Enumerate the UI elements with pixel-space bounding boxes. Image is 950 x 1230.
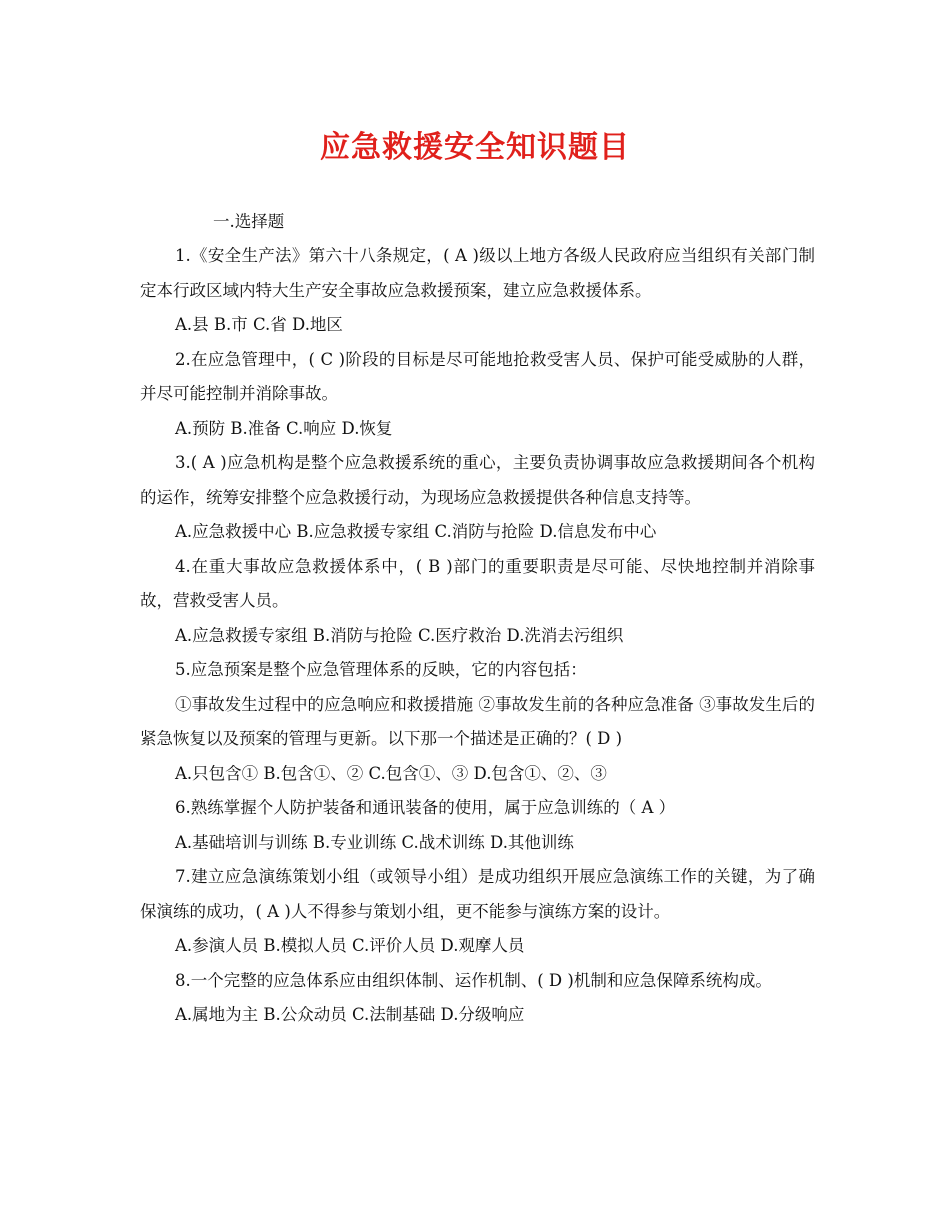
question-2-text: 2.在应急管理中，( C )阶段的目标是尽可能地抢救受害人员、保护可能受威胁的人群，并尽可能控制并消除事故。: [140, 349, 815, 403]
document-body: [140, 205, 815, 1033]
question-7-options: A.参演人员 B.模拟人员 C.评价人员 D.观摩人员: [175, 936, 525, 955]
question-3-options: A.应急救援中心 B.应急救援专家组 C.消防与抢险 D.信息发布中心: [175, 522, 657, 541]
question-3-text: 3.( A )应急机构是整个应急救援系统的重心，主要负责协调事故应急救援期间各个机构的运作，统筹安排整个应急救援行动，为现场应急救援提供各种信息支持等。: [140, 453, 815, 507]
document-title: 应急救援安全知识题目: [320, 130, 630, 165]
question-2-options: A.预防 B.准备 C.响应 D.恢复: [175, 418, 393, 438]
section-heading: 一.选择题: [213, 212, 285, 231]
question-5-text: 5.应急预案是整个应急管理体系的反映，它的内容包括：: [175, 660, 587, 679]
question-1-text: 1.《安全生产法》第六十八条规定，( A )级以上地方各级人民政府应当组织有关部门制定本行政区域内特大生产安全事故应急救援预案，建立应急救援体系。: [140, 246, 815, 300]
question-4-text: 4.在重大事故应急救援体系中，( B )部门的重要职责是尽可能、尽快地控制并消除事故，营救受害人员。: [140, 556, 815, 610]
question-8-text: 8.一个完整的应急体系应由组织体制、运作机制、( D )机制和应急保障系统构成。: [175, 970, 772, 990]
question-6-text: 6.熟练掌握个人防护装备和通讯装备的使用，属于应急训练的（ A ）: [175, 798, 676, 817]
question-4-options: A.应急救援专家组 B.消防与抢险 C.医疗救治 D.洗消去污组织: [175, 625, 624, 645]
question-1-options: A.县 B.市 C.省 D.地区: [175, 315, 343, 334]
question-8-options: A.属地为主 B.公众动员 C.法制基础 D.分级响应: [175, 1005, 525, 1024]
question-5-statements: ①事故发生过程中的应急响应和救援措施 ②事故发生前的各种应急准备 ③事故发生后的紧急恢复以及预案的管理与更新。以下那一个描述是正确的？( D ): [140, 694, 815, 748]
question-7-text: 7.建立应急演练策划小组（或领导小组）是成功组织开展应急演练工作的关键，为了确保演练的成功，( A )人不得参与策划小组，更不能参与演练方案的设计。: [140, 867, 815, 921]
question-6-options: A.基础培训与训练 B.专业训练 C.战术训练 D.其他训练: [175, 832, 574, 852]
question-5-options: A.只包含① B.包含①、② C.包含①、③ D.包含①、②、③: [175, 763, 607, 783]
